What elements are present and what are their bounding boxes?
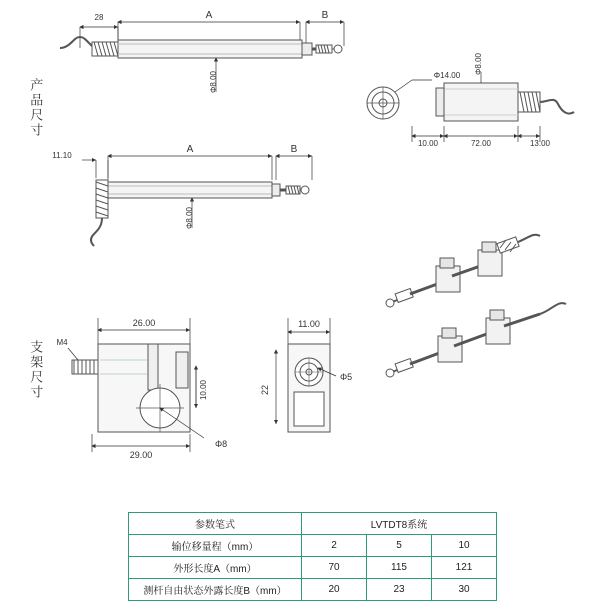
row-length-b-val-2: 23 bbox=[367, 579, 432, 601]
row-length-a-val-1: 70 bbox=[302, 557, 367, 579]
dim-dia-1: Φ8.00 bbox=[209, 71, 218, 93]
bracket-thread-m4: M4 bbox=[56, 338, 68, 347]
row-label-length-b: 测杆自由状态外露长度B（mm） bbox=[129, 579, 302, 601]
bracket-dim-29: 29.00 bbox=[129, 450, 153, 460]
dim-28: 28 bbox=[94, 13, 104, 22]
side-dim-22: 22 bbox=[260, 384, 270, 396]
row-stroke-val-2: 5 bbox=[367, 535, 432, 557]
table-row bbox=[129, 557, 497, 579]
dim-a-2: A bbox=[186, 144, 194, 155]
row-length-a-val-2: 115 bbox=[367, 557, 432, 579]
dim-dia-head: Φ14.00 bbox=[433, 71, 461, 80]
table-header-row bbox=[129, 513, 497, 535]
bracket-dim-10: 10.00 bbox=[199, 379, 208, 401]
row-length-b-val-3: 30 bbox=[432, 579, 497, 601]
table-row bbox=[129, 535, 497, 557]
row-length-b-val-1: 20 bbox=[302, 579, 367, 601]
dim-72-00: 72.00 bbox=[470, 139, 492, 148]
bracket-dim-26: 26.00 bbox=[132, 318, 156, 328]
table-header-param: 参数笔式 bbox=[129, 513, 302, 535]
row-stroke-val-3: 10 bbox=[432, 535, 497, 557]
row-stroke-val-1: 2 bbox=[302, 535, 367, 557]
section-label-product-dimensions: 产品尺寸 bbox=[28, 78, 44, 138]
row-label-stroke: 输位移量程（mm） bbox=[129, 535, 302, 557]
dim-11-10: 11.10 bbox=[52, 151, 72, 160]
dim-10-00: 10.00 bbox=[417, 139, 439, 148]
side-hole-dia5: Φ5 bbox=[340, 372, 353, 382]
dim-dia-body: Φ8.00 bbox=[474, 53, 483, 75]
table-header-series: LVTDT8系统 bbox=[302, 513, 497, 535]
section-label-bracket-dimensions: 支架尺寸 bbox=[28, 340, 44, 400]
dim-dia-2: Φ8.00 bbox=[185, 207, 194, 229]
spec-table bbox=[128, 512, 497, 601]
dim-13-00: 13.00 bbox=[529, 139, 551, 148]
dim-a-1: A bbox=[205, 10, 213, 21]
side-dim-11: 11.00 bbox=[298, 319, 320, 329]
dim-b-2: B bbox=[290, 144, 298, 155]
row-length-a-val-3: 121 bbox=[432, 557, 497, 579]
row-label-length-a: 外形长度A（mm） bbox=[129, 557, 302, 579]
table-row bbox=[129, 579, 497, 601]
bracket-hole-dia8: Φ8 bbox=[215, 439, 228, 449]
dim-b-1: B bbox=[321, 10, 329, 21]
